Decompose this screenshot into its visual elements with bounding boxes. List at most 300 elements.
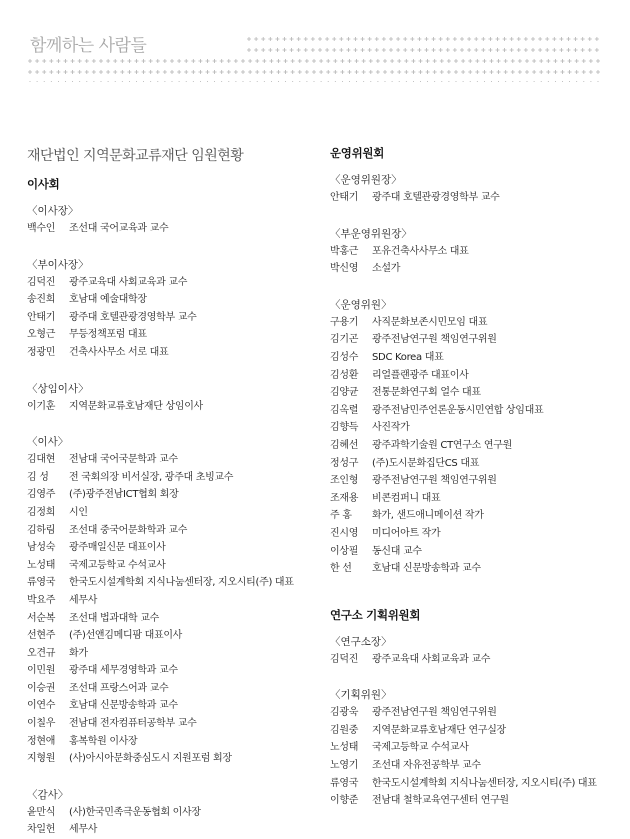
plus-mark xyxy=(85,59,89,63)
member-name: 김혜선 xyxy=(330,439,359,451)
plus-mark xyxy=(312,81,316,82)
plus-mark xyxy=(532,59,536,63)
member-role: 화가 xyxy=(69,647,88,659)
plus-mark xyxy=(553,81,557,82)
plus-mark xyxy=(284,59,288,63)
plus-mark xyxy=(254,37,258,41)
plus-mark xyxy=(340,70,344,74)
member-row xyxy=(330,402,620,420)
plus-mark xyxy=(298,81,302,82)
member-row xyxy=(27,610,327,628)
member-row xyxy=(27,645,327,663)
member-role: SDC Korea 대표 xyxy=(372,351,444,363)
plus-mark xyxy=(298,70,302,74)
plus-mark xyxy=(518,70,522,74)
plus-mark xyxy=(120,70,124,74)
plus-mark xyxy=(277,70,281,74)
member-name: 송진희 xyxy=(27,294,56,306)
member-name: 김성환 xyxy=(330,369,359,381)
plus-mark xyxy=(325,37,329,41)
member-role: 비콘컴퍼니 대표 xyxy=(372,492,441,504)
plus-mark xyxy=(333,81,337,82)
member-row xyxy=(27,344,327,362)
plus-mark xyxy=(340,59,344,63)
plus-mark xyxy=(454,81,458,82)
plus-mark xyxy=(539,81,543,82)
member-row xyxy=(27,220,327,238)
member-name: 박홍근 xyxy=(330,245,359,257)
plus-mark xyxy=(191,70,195,74)
plus-mark xyxy=(99,81,103,82)
plus-mark xyxy=(290,37,294,41)
plus-mark xyxy=(362,81,366,82)
plus-mark xyxy=(113,59,117,63)
member-role: 광주대 세무경영학과 교수 xyxy=(69,665,178,677)
member-name: 김기곤 xyxy=(330,334,359,346)
plus-mark xyxy=(297,37,301,41)
plus-mark xyxy=(255,70,259,74)
member-role: 미디어아트 작가 xyxy=(372,527,441,539)
plus-mark xyxy=(545,48,549,52)
plus-mark xyxy=(206,59,210,63)
member-role: 전 국회의장 비서실장, 광주대 초빙교수 xyxy=(69,471,234,483)
plus-mark xyxy=(376,70,380,74)
plus-mark xyxy=(460,48,464,52)
plus-mark xyxy=(546,59,550,63)
plus-mark xyxy=(248,59,252,63)
plus-mark xyxy=(481,37,485,41)
member-row xyxy=(330,704,620,722)
member-row xyxy=(27,680,327,698)
member-name: 안태기 xyxy=(330,192,359,203)
plus-mark xyxy=(375,37,379,41)
member-role: 세무사 xyxy=(69,594,98,606)
plus-mark xyxy=(28,70,32,74)
plus-mark xyxy=(432,48,436,52)
plus-mark xyxy=(433,59,437,63)
plus-mark xyxy=(305,70,309,74)
plus-mark xyxy=(35,70,39,74)
group-label: 〈운영위원장〉 xyxy=(330,174,402,186)
board-of-directors-column xyxy=(27,176,327,839)
plus-mark xyxy=(241,70,245,74)
plus-mark xyxy=(149,70,153,74)
plus-mark xyxy=(525,59,529,63)
plus-mark xyxy=(390,70,394,74)
member-name: 주 홍 xyxy=(330,510,352,522)
member-name: 이기훈 xyxy=(27,400,56,412)
plus-mark xyxy=(255,81,259,82)
member-row xyxy=(27,592,327,610)
plus-mark xyxy=(333,70,337,74)
plus-mark xyxy=(355,81,359,82)
plus-mark xyxy=(490,70,494,74)
member-role: 무등정책포럼 대표 xyxy=(69,329,147,341)
plus-mark xyxy=(559,48,563,52)
plus-mark xyxy=(261,48,265,52)
member-role: 건축사사무소 서로 대표 xyxy=(69,346,169,358)
plus-mark xyxy=(305,59,309,63)
plus-mark xyxy=(497,59,501,63)
member-row xyxy=(330,243,620,261)
member-role: 광주전남연구원 책임연구위원 xyxy=(372,334,497,346)
plus-mark xyxy=(446,48,450,52)
plus-mark xyxy=(410,48,414,52)
plus-mark xyxy=(454,59,458,63)
member-name: 김정희 xyxy=(27,506,56,518)
plus-mark xyxy=(368,37,372,41)
plus-mark xyxy=(383,81,387,82)
plus-mark xyxy=(561,81,565,82)
plus-mark xyxy=(213,70,217,74)
plus-mark xyxy=(376,59,380,63)
member-row xyxy=(330,455,620,473)
plus-mark xyxy=(447,59,451,63)
member-name: 안태기 xyxy=(27,311,56,323)
plus-mark xyxy=(198,59,202,63)
member-name: 지형원 xyxy=(27,753,56,765)
plus-mark xyxy=(346,48,350,52)
plus-mark xyxy=(552,48,556,52)
plus-mark xyxy=(42,70,46,74)
member-row xyxy=(330,331,620,349)
plus-mark xyxy=(177,59,181,63)
plus-mark xyxy=(532,70,536,74)
plus-mark xyxy=(361,37,365,41)
plus-mark xyxy=(332,48,336,52)
plus-mark xyxy=(78,59,82,63)
plus-mark xyxy=(248,81,252,82)
plus-mark xyxy=(49,70,53,74)
plus-mark xyxy=(561,59,565,63)
member-row xyxy=(330,775,620,793)
plus-mark xyxy=(56,59,60,63)
plus-mark xyxy=(85,70,89,74)
section-spacer xyxy=(330,624,620,634)
plus-mark xyxy=(447,81,451,82)
plus-mark xyxy=(35,81,39,82)
member-role: 호남대 신문방송학과 교수 xyxy=(372,563,481,575)
plus-mark xyxy=(85,81,89,82)
plus-mark xyxy=(419,70,423,74)
plus-mark xyxy=(304,37,308,41)
plus-mark xyxy=(339,37,343,41)
plus-mark xyxy=(227,59,231,63)
plus-mark xyxy=(440,81,444,82)
plus-mark xyxy=(284,70,288,74)
member-name: 류영국 xyxy=(27,577,56,589)
plus-mark xyxy=(475,70,479,74)
plus-mark xyxy=(446,37,450,41)
plus-mark xyxy=(170,59,174,63)
plus-mark xyxy=(142,70,146,74)
plus-mark xyxy=(425,48,429,52)
member-role: 광주교육대 사회교육과 교수 xyxy=(69,276,188,288)
plus-mark xyxy=(255,59,259,63)
member-row xyxy=(330,792,620,810)
member-row xyxy=(330,260,620,278)
group-spacer xyxy=(330,278,620,297)
plus-mark xyxy=(419,81,423,82)
plus-mark xyxy=(362,70,366,74)
member-name: 노성태 xyxy=(27,559,56,571)
section-spacer xyxy=(330,162,620,172)
plus-mark xyxy=(56,70,60,74)
plus-mark xyxy=(369,70,373,74)
member-row xyxy=(27,821,327,839)
plus-mark xyxy=(355,59,359,63)
plus-mark xyxy=(184,59,188,63)
plus-mark xyxy=(362,59,366,63)
plus-mark xyxy=(198,81,202,82)
plus-mark xyxy=(49,81,53,82)
member-name: 노성태 xyxy=(330,742,359,754)
plus-mark xyxy=(539,70,543,74)
plus-mark xyxy=(35,59,39,63)
plus-mark xyxy=(482,81,486,82)
plus-mark xyxy=(64,59,68,63)
plus-mark xyxy=(482,70,486,74)
member-role: 전통문화연구회 얼수 대표 xyxy=(372,387,481,399)
plus-mark xyxy=(553,59,557,63)
plus-mark xyxy=(518,81,522,82)
plus-mark xyxy=(503,37,507,41)
member-name: 박요주 xyxy=(27,594,56,606)
plus-mark xyxy=(383,59,387,63)
plus-mark xyxy=(348,59,352,63)
plus-mark xyxy=(411,70,415,74)
plus-mark xyxy=(454,70,458,74)
member-row xyxy=(330,490,620,508)
plus-mark xyxy=(511,70,515,74)
member-name: 김성수 xyxy=(330,351,359,363)
plus-mark xyxy=(575,81,579,82)
member-row xyxy=(27,574,327,592)
plus-mark xyxy=(582,59,586,63)
plus-mark xyxy=(511,81,515,82)
plus-mark xyxy=(269,59,273,63)
member-row xyxy=(27,451,327,469)
plus-mark xyxy=(156,70,160,74)
section-title: 연구소 기획위원회 xyxy=(330,607,421,622)
plus-mark xyxy=(567,48,571,52)
plus-mark xyxy=(504,59,508,63)
plus-mark xyxy=(291,59,295,63)
plus-mark xyxy=(439,48,443,52)
plus-mark xyxy=(490,59,494,63)
plus-mark xyxy=(312,70,316,74)
member-name: 정성구 xyxy=(330,457,359,469)
member-name: 김원중 xyxy=(330,724,359,736)
member-row xyxy=(330,419,620,437)
member-role: (주)도시문화집단CS 대표 xyxy=(372,457,480,469)
plus-mark xyxy=(268,48,272,52)
plus-mark xyxy=(397,70,401,74)
plus-mark xyxy=(241,81,245,82)
plus-mark xyxy=(142,59,146,63)
plus-mark xyxy=(120,59,124,63)
member-row xyxy=(27,469,327,487)
page-header xyxy=(0,22,630,82)
member-row xyxy=(330,189,620,207)
member-role: 광주전남민주언론운동시민연합 상임대표 xyxy=(372,404,544,416)
plus-mark xyxy=(582,70,586,74)
section-spacer xyxy=(330,578,620,607)
plus-mark xyxy=(475,81,479,82)
plus-mark xyxy=(340,81,344,82)
plus-mark xyxy=(333,59,337,63)
plus-mark xyxy=(346,37,350,41)
plus-mark xyxy=(404,81,408,82)
plus-mark xyxy=(467,48,471,52)
plus-mark xyxy=(319,81,323,82)
group-label: 〈이사장〉 xyxy=(27,205,79,217)
plus-mark xyxy=(518,59,522,63)
member-role: 지역문화교류호남재단 상임이사 xyxy=(69,400,203,412)
member-name: 이민원 xyxy=(27,665,56,677)
plus-mark xyxy=(135,59,139,63)
plus-mark xyxy=(525,70,529,74)
plus-mark xyxy=(503,48,507,52)
plus-mark xyxy=(474,37,478,41)
member-role: 사직문화보존시민모임 대표 xyxy=(372,316,488,328)
plus-mark xyxy=(397,59,401,63)
plus-mark xyxy=(447,70,451,74)
plus-mark xyxy=(496,48,500,52)
member-row xyxy=(330,739,620,757)
plus-mark xyxy=(213,59,217,63)
plus-mark xyxy=(497,81,501,82)
plus-mark xyxy=(524,37,528,41)
plus-mark xyxy=(588,48,592,52)
member-name: 오견규 xyxy=(27,647,56,659)
member-row xyxy=(27,522,327,540)
plus-mark xyxy=(596,70,600,74)
member-role: 한국도시설계학회 지식나눔센터장, 지오시티(주) 대표 xyxy=(69,577,294,589)
member-role: 동신대 교수 xyxy=(372,545,422,557)
plus-mark xyxy=(461,59,465,63)
plus-mark xyxy=(461,81,465,82)
plus-mark xyxy=(574,48,578,52)
plus-mark xyxy=(389,37,393,41)
member-role: (사)아시아문화중심도시 지원포럼 회장 xyxy=(69,753,232,765)
plus-mark xyxy=(49,59,53,63)
plus-mark xyxy=(339,48,343,52)
member-name: 이연수 xyxy=(27,700,56,712)
member-row xyxy=(330,437,620,455)
member-role: 호남대 신문방송학과 교수 xyxy=(69,700,178,712)
member-row xyxy=(330,525,620,543)
plus-mark xyxy=(326,81,330,82)
member-role: 광주대 호텔관광경영학부 교수 xyxy=(69,311,197,323)
member-row xyxy=(27,662,327,680)
plus-mark xyxy=(127,81,131,82)
group-label: 〈부운영위원장〉 xyxy=(330,227,412,240)
plus-mark xyxy=(426,81,430,82)
plus-mark xyxy=(589,81,593,82)
plus-mark xyxy=(319,59,323,63)
plus-mark xyxy=(375,48,379,52)
plus-mark xyxy=(318,37,322,41)
plus-mark xyxy=(369,59,373,63)
page-title: 함께하는 사람들 xyxy=(30,36,147,56)
member-role: 조선대 중국어문화학과 교수 xyxy=(69,524,188,536)
member-row xyxy=(27,291,327,309)
plus-mark xyxy=(538,48,542,52)
member-name: 진시영 xyxy=(330,527,359,539)
plus-mark xyxy=(170,70,174,74)
plus-mark xyxy=(396,37,400,41)
plus-mark xyxy=(531,48,535,52)
plus-mark xyxy=(588,37,592,41)
member-role: 조선대 국어교육과 교수 xyxy=(69,223,169,234)
member-row xyxy=(330,367,620,385)
plus-mark xyxy=(113,81,117,82)
plus-mark xyxy=(247,48,251,52)
plus-mark xyxy=(311,37,315,41)
member-role: 시인 xyxy=(69,506,88,518)
plus-mark xyxy=(552,37,556,41)
plus-mark xyxy=(262,59,266,63)
member-name: 차일헌 xyxy=(27,824,56,836)
member-role: 소설가 xyxy=(372,263,401,275)
plus-mark xyxy=(581,37,585,41)
plus-mark xyxy=(354,48,358,52)
plus-mark xyxy=(482,59,486,63)
plus-mark xyxy=(198,70,202,74)
member-row xyxy=(27,804,327,822)
plus-mark xyxy=(269,70,273,74)
member-role: 세무사 xyxy=(69,824,98,836)
group-label: 〈부이사장〉 xyxy=(27,258,89,271)
document-title: 재단법인 지역문화교류재단 임원현황 xyxy=(27,148,244,164)
plus-mark xyxy=(545,37,549,41)
plus-mark xyxy=(213,81,217,82)
member-name: 김대현 xyxy=(27,454,56,466)
member-row xyxy=(27,486,327,504)
member-role: 국제고등학교 수석교사 xyxy=(69,559,166,571)
group-label: 〈기획위원〉 xyxy=(330,689,392,702)
section-title: 운영위원회 xyxy=(330,146,385,160)
plus-mark xyxy=(220,81,224,82)
plus-mark xyxy=(325,48,329,52)
plus-mark xyxy=(390,81,394,82)
member-row xyxy=(330,722,620,740)
group-label: 〈운영위원〉 xyxy=(330,298,392,311)
plus-mark xyxy=(332,37,336,41)
plus-mark xyxy=(411,59,415,63)
plus-mark xyxy=(275,48,279,52)
plus-mark xyxy=(318,48,322,52)
plus-mark xyxy=(262,70,266,74)
plus-mark xyxy=(227,70,231,74)
plus-mark xyxy=(403,37,407,41)
plus-mark xyxy=(490,81,494,82)
plus-mark xyxy=(433,81,437,82)
plus-mark xyxy=(304,48,308,52)
plus-mark xyxy=(453,48,457,52)
plus-mark xyxy=(135,70,139,74)
member-role: 포유건축사사무소 대표 xyxy=(372,245,469,257)
plus-mark xyxy=(474,48,478,52)
member-name: 김덕진 xyxy=(330,653,359,665)
plus-mark xyxy=(531,37,535,41)
plus-mark xyxy=(589,70,593,74)
plus-mark xyxy=(106,81,110,82)
member-role: 리얼플랜광주 대표이사 xyxy=(372,369,469,381)
member-row xyxy=(27,750,327,768)
plus-mark xyxy=(468,59,472,63)
